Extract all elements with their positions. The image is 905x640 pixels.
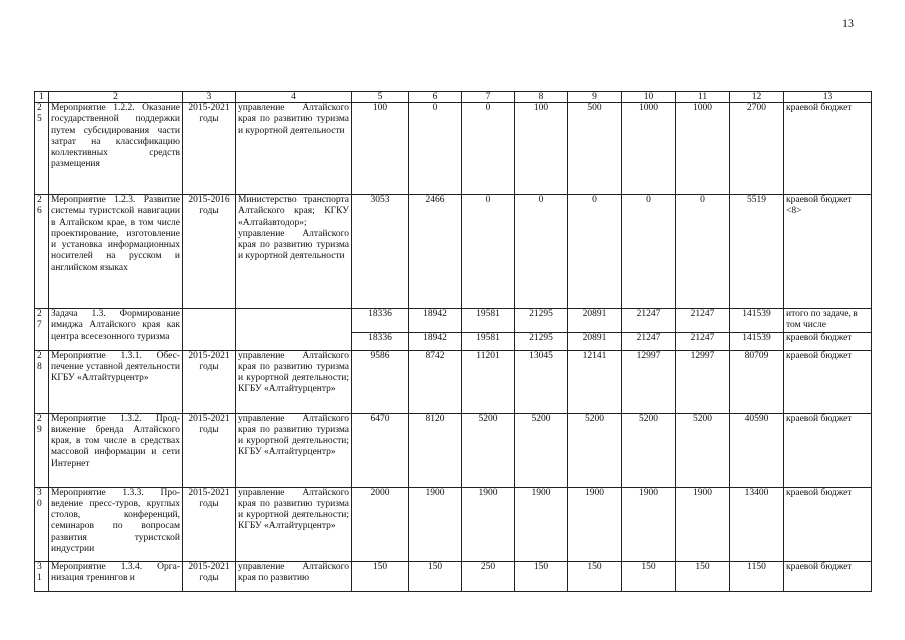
value-cell: 2466	[409, 195, 462, 309]
activity-period: 2015-2021 годы	[183, 487, 236, 561]
total-cell: 1150	[730, 561, 784, 591]
funding-source: краевой бюджет	[784, 487, 872, 561]
value-cell: 1900	[409, 487, 462, 561]
value-cell: 12997	[676, 350, 730, 413]
column-header: 9	[568, 92, 622, 103]
value-cell: 5200	[568, 413, 622, 487]
value-cell: 1900	[676, 487, 730, 561]
value-cell: 500	[568, 103, 622, 195]
activity-name: Мероприятие 1.3.3. Проведение пресс-туров, круглых столов, конференций, семинаров по вопросам развития туристской индустрии	[49, 487, 183, 561]
table-row	[35, 103, 872, 195]
funding-source: краевой бюджет	[784, 413, 872, 487]
activity-executor: управление Алтайского края по развитию туризма и курортной деятельности; КГБУ «Алтайтурцентр»	[236, 350, 352, 413]
value-cell: 19581	[462, 309, 515, 333]
value-cell: 18942	[409, 309, 462, 333]
activity-executor: управление Алтайского края по развитию туризма и курортной деятельности; КГБУ «Алтайтурцентр»	[236, 413, 352, 487]
value-cell: 1000	[622, 103, 676, 195]
row-number: 27	[35, 309, 49, 351]
value-cell: 5200	[622, 413, 676, 487]
value-cell: 150	[352, 561, 409, 591]
column-header: 12	[730, 92, 784, 103]
funding-source: краевой бюджет <8>	[784, 195, 872, 309]
value-cell: 1000	[676, 103, 730, 195]
value-cell: 20891	[568, 309, 622, 333]
column-header: 6	[409, 92, 462, 103]
column-header: 11	[676, 92, 730, 103]
value-cell: 5200	[462, 413, 515, 487]
funding-source: итого по задаче, в том числе	[784, 309, 872, 333]
activity-name: Мероприятие 1.3.1. Обеспечение уставной деятельности КГБУ «Алтайтурцентр»	[49, 350, 183, 413]
header-row	[35, 92, 872, 103]
value-cell: 0	[515, 195, 568, 309]
value-cell: 0	[462, 103, 515, 195]
value-cell: 150	[409, 561, 462, 591]
value-cell: 8120	[409, 413, 462, 487]
column-header: 13	[784, 92, 872, 103]
value-cell: 250	[462, 561, 515, 591]
column-header: 7	[462, 92, 515, 103]
column-header: 4	[236, 92, 352, 103]
value-cell: 150	[676, 561, 730, 591]
row-number: 26	[35, 195, 49, 309]
value-cell: 12141	[568, 350, 622, 413]
table-row	[35, 195, 872, 309]
value-cell: 13045	[515, 350, 568, 413]
total-cell: 5519	[730, 195, 784, 309]
value-cell: 19581	[462, 332, 515, 350]
value-cell: 21295	[515, 309, 568, 333]
value-cell: 1900	[515, 487, 568, 561]
task-name: Задача 1.3. Формирование имиджа Алтайского края как центра всесезонного туризма	[49, 309, 183, 351]
column-header: 10	[622, 92, 676, 103]
value-cell: 12997	[622, 350, 676, 413]
table-row	[35, 413, 872, 487]
value-cell: 0	[409, 103, 462, 195]
value-cell: 0	[462, 195, 515, 309]
value-cell: 11201	[462, 350, 515, 413]
activity-executor: управление Алтайского края по развитию туризма и курортной деятельности	[236, 103, 352, 195]
table-row	[35, 309, 872, 333]
value-cell: 21247	[622, 309, 676, 333]
column-header: 5	[352, 92, 409, 103]
page-number: 13	[842, 16, 854, 30]
value-cell: 1900	[622, 487, 676, 561]
value-cell: 20891	[568, 332, 622, 350]
column-header: 2	[49, 92, 183, 103]
program-activities-table	[34, 91, 872, 592]
value-cell: 0	[676, 195, 730, 309]
activity-executor: управление Алтайского края по развитию туризма и курортной деятельности; КГБУ «Алтайтурцентр»	[236, 487, 352, 561]
column-header: 8	[515, 92, 568, 103]
value-cell: 1900	[462, 487, 515, 561]
value-cell: 2000	[352, 487, 409, 561]
column-header: 1	[35, 92, 49, 103]
activity-period: 2015-2016 годы	[183, 195, 236, 309]
activity-period	[183, 309, 236, 351]
total-cell: 80709	[730, 350, 784, 413]
row-number: 30	[35, 487, 49, 561]
value-cell: 8742	[409, 350, 462, 413]
value-cell: 21295	[515, 332, 568, 350]
row-number: 25	[35, 103, 49, 195]
column-header: 3	[183, 92, 236, 103]
activity-period: 2015-2021 годы	[183, 103, 236, 195]
table-row	[35, 350, 872, 413]
value-cell: 21247	[622, 332, 676, 350]
value-cell: 6470	[352, 413, 409, 487]
value-cell: 5200	[676, 413, 730, 487]
table-row	[35, 487, 872, 561]
value-cell: 5200	[515, 413, 568, 487]
activity-name: Мероприятие 1.2.2. Оказание государственной поддержки путем субсидирования части затрат на классификацию коллективных средств размещения	[49, 103, 183, 195]
row-number: 28	[35, 350, 49, 413]
value-cell: 18942	[409, 332, 462, 350]
total-cell: 2700	[730, 103, 784, 195]
activity-name: Мероприятие 1.3.4. Организация тренингов и	[49, 561, 183, 591]
activity-period: 2015-2021 годы	[183, 561, 236, 591]
total-cell: 13400	[730, 487, 784, 561]
value-cell: 0	[622, 195, 676, 309]
total-cell: 40590	[730, 413, 784, 487]
activity-executor: управление Алтайского края по развитию	[236, 561, 352, 591]
activity-period: 2015-2021 годы	[183, 350, 236, 413]
activity-executor: Министерство транспорта Алтайского края; КГКУ «Алтайавтодор»; управление Алтайского края по развитию туризма и курортной деятельности	[236, 195, 352, 309]
total-cell: 141539	[730, 332, 784, 350]
value-cell: 1900	[568, 487, 622, 561]
funding-source: краевой бюджет	[784, 350, 872, 413]
funding-source: краевой бюджет	[784, 332, 872, 350]
value-cell: 0	[568, 195, 622, 309]
total-cell: 141539	[730, 309, 784, 333]
value-cell: 21247	[676, 309, 730, 333]
value-cell: 150	[515, 561, 568, 591]
funding-source: краевой бюджет	[784, 103, 872, 195]
value-cell: 18336	[352, 332, 409, 350]
value-cell: 150	[622, 561, 676, 591]
activity-executor	[236, 309, 352, 351]
value-cell: 100	[515, 103, 568, 195]
activity-name: Мероприятие 1.2.3. Развитие системы туристской навигации в Алтайском крае, в том числе проектирование, изготовление и установка информационных носителей на русском и английском языках	[49, 195, 183, 309]
activity-name: Мероприятие 1.3.2. Продвижение бренда Алтайского края, в том числе в средствах массовой информации и сети Интернет	[49, 413, 183, 487]
value-cell: 9586	[352, 350, 409, 413]
value-cell: 150	[568, 561, 622, 591]
value-cell: 100	[352, 103, 409, 195]
row-number: 29	[35, 413, 49, 487]
value-cell: 18336	[352, 309, 409, 333]
row-number: 31	[35, 561, 49, 591]
table-row	[35, 561, 872, 591]
funding-source: краевой бюджет	[784, 561, 872, 591]
activity-period: 2015-2021 годы	[183, 413, 236, 487]
value-cell: 3053	[352, 195, 409, 309]
value-cell: 21247	[676, 332, 730, 350]
